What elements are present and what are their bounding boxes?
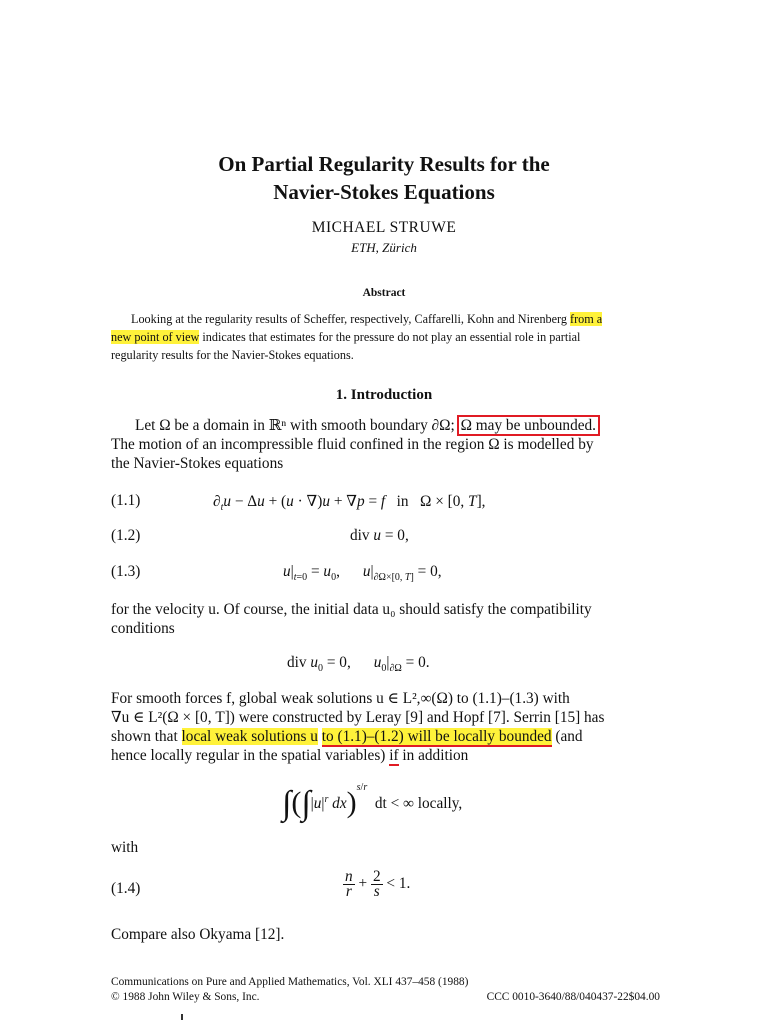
with-word: with xyxy=(111,839,139,856)
para3-line3-post: (and xyxy=(551,728,583,745)
para2-line2: conditions xyxy=(111,620,175,637)
boxed-annotation-unbounded: Ω may be unbounded. xyxy=(460,417,596,434)
equation-number-1-3: (1.3) xyxy=(111,563,141,580)
author-affiliation: ETH, Zürich xyxy=(351,240,417,255)
abstract-text-1: Looking at the regularity results of Scheffer, respectively, Caffarelli, Kohn and Nirenberg xyxy=(131,312,571,326)
equation-1-2: div u = 0, xyxy=(350,527,409,544)
compare-okyama: Compare also Okyama [12]. xyxy=(111,926,285,943)
author-name: MICHAEL STRUWE xyxy=(311,219,457,236)
compatibility-conditions: div $u_0 = 0$, $u_0|_{\partial\Omega} = 0$. xyxy=(287,654,430,675)
abstract-text-3: regularity results for the Navier-Stokes equations. xyxy=(111,348,354,362)
abstract-text-2: indicates that estimates for the pressure do not play an essential role in partial xyxy=(199,330,581,344)
equation-1-3: $u|_{t=0} = u_0$, $u|_{\partial\Omega\times[0, T]} = 0$, xyxy=(283,563,442,584)
equation-number-1-2: (1.2) xyxy=(111,527,141,544)
para3-line3-pre: shown that xyxy=(111,728,182,745)
underlined-if: if xyxy=(389,747,399,764)
intro-paragraph-3 xyxy=(111,689,659,765)
equation-1-4: $\frac{n}{r}$ + $\frac{2}{s}$ < 1. xyxy=(345,868,411,900)
integral-tail: dt < ∞ locally, xyxy=(374,795,463,812)
footer-ccc: CCC 0010-3640/88/040437-22$04.00 xyxy=(486,991,660,1003)
para1-line2: The motion of an incompressible fluid confined in the region Ω is modelled by xyxy=(111,436,594,453)
footer-copyright: © 1988 John Wiley & Sons, Inc. xyxy=(111,991,260,1003)
integral-condition: $\int(\int|u|^r$ dx)$^{s/r}$ dt < ∞ locally, xyxy=(282,782,463,822)
para3-line4-post: in addition xyxy=(398,747,469,764)
abstract-heading: Abstract xyxy=(362,287,406,299)
section-heading: 1. Introduction xyxy=(335,387,433,403)
intro-paragraph-2 xyxy=(111,600,659,638)
equation-1-1: $\partial_tu - \Delta u + (u \cdot \nabla)u + \nabla p = f$ in Ω × [0, T], xyxy=(213,493,486,514)
para1-text: Let Ω be a domain in ℝⁿ with smooth boundary ∂Ω; xyxy=(135,417,459,434)
scan-mark xyxy=(181,1014,183,1020)
highlight-new-point-of-view: new point of view xyxy=(111,330,200,344)
para2-line1: for the velocity u. Of course, the initial data u₀ should satisfy the compatibility xyxy=(111,601,592,618)
para3-line1: For smooth forces f, global weak solutions u ∈ L²,∞(Ω) to (1.1)–(1.3) with xyxy=(111,690,570,707)
footer-journal: Communications on Pure and Applied Mathematics, Vol. XLI 437–458 (1988) xyxy=(111,976,469,988)
paper-title-line2: Navier-Stokes Equations xyxy=(273,180,495,204)
highlight-local-weak-solutions: local weak solutions u xyxy=(181,728,318,745)
intro-paragraph-1 xyxy=(111,416,659,473)
para3-line4-pre: hence locally regular in the spatial variables) xyxy=(111,747,390,764)
highlight-locally-bounded: to (1.1)–(1.2) will be locally bounded xyxy=(321,728,552,745)
equation-number-1-1: (1.1) xyxy=(111,492,141,509)
abstract-body xyxy=(111,310,659,364)
equation-number-1-4: (1.4) xyxy=(111,880,141,897)
paper-title-line1: On Partial Regularity Results for the xyxy=(218,152,550,176)
highlight-from-a: from a xyxy=(570,312,603,326)
para3-line2: ∇u ∈ L²(Ω × [0, T]) were constructed by Leray [9] and Hopf [7]. Serrin [15] has xyxy=(111,709,605,726)
para1-line3: the Navier-Stokes equations xyxy=(111,455,284,472)
